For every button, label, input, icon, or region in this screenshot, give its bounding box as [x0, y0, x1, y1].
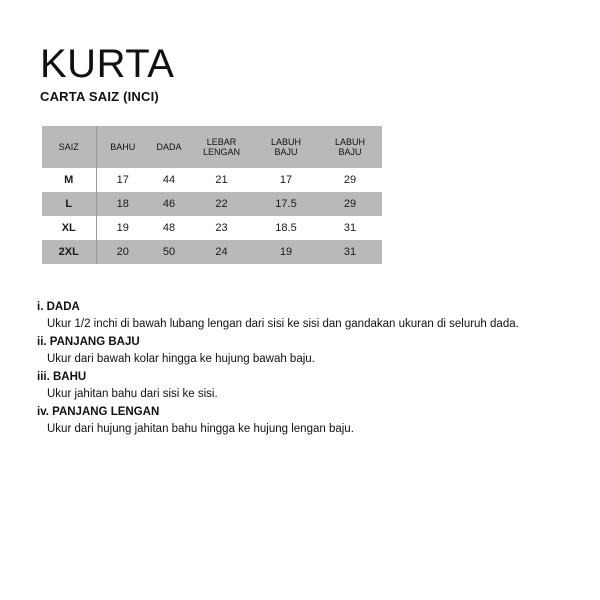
column-header-lebar-lengan: [189, 126, 254, 168]
column-header-saiz: [42, 126, 96, 168]
note-heading-bahu: iii. BAHU: [37, 371, 87, 383]
note-heading-panjang-baju: ii. PANJANG BAJU: [37, 336, 140, 348]
note-body-bahu: Ukur jahitan bahu dari sisi ke sisi.: [47, 388, 218, 400]
table-cell: 44: [162, 174, 176, 186]
table-cell: 50: [162, 246, 176, 258]
column-header-labuh-baju-1: [254, 126, 318, 168]
size-cell: 2XL: [42, 240, 96, 264]
table-cell: 21: [215, 174, 228, 186]
column-header-text: LABUH: [334, 137, 365, 147]
column-header-labuh-baju-2: [318, 126, 382, 168]
size-cell: XL: [42, 216, 96, 240]
table-cell: 17.5: [275, 198, 297, 210]
table-cell: 29: [343, 174, 357, 186]
note-body-panjang-baju: Ukur dari bawah kolar hingga ke hujung bawah baju.: [47, 353, 315, 365]
column-header-dada: [149, 126, 189, 168]
column-header-text: BAHU: [110, 142, 136, 152]
column-header-text: DADA: [156, 142, 182, 152]
table-cell: 18: [116, 198, 129, 210]
note-heading-dada: i. DADA: [37, 301, 80, 313]
note-heading-panjang-lengan: iv. PANJANG LENGAN: [37, 406, 160, 418]
table-row: [42, 192, 382, 216]
table-cell: 31: [343, 246, 357, 258]
table-header-row: [42, 126, 382, 168]
page-subtitle: CARTA SAIZ (INCI): [40, 89, 159, 104]
note-body-dada: Ukur 1/2 inchi di bawah lubang lengan dari sisi ke sisi dan gandakan ukuran di seluruh dada.: [47, 318, 519, 330]
table-cell: 46: [162, 198, 176, 210]
column-header-text: SAIZ: [58, 142, 79, 152]
column-header-bahu: [96, 126, 149, 168]
measurement-notes: [37, 299, 587, 439]
table-cell: 48: [162, 222, 176, 234]
table-cell: 24: [215, 246, 228, 258]
size-chart-table: [42, 126, 382, 264]
page-title: KURTA: [40, 42, 175, 86]
column-header-text: LENGAN: [202, 147, 240, 157]
table-cell: 17: [279, 174, 293, 186]
table-cell: 29: [343, 198, 357, 210]
table-cell: 23: [215, 222, 228, 234]
column-header-text: LEBAR: [206, 137, 237, 147]
column-header-text: LABUH: [270, 137, 301, 147]
table-row: [42, 216, 382, 240]
table-cell: 31: [343, 222, 357, 234]
table-row: [42, 240, 382, 264]
note-body-panjang-lengan: Ukur dari hujung jahitan bahu hingga ke hujung lengan baju.: [47, 423, 354, 435]
table-row: [42, 168, 382, 192]
table-cell: 19: [116, 222, 129, 234]
table-cell: 22: [215, 198, 228, 210]
size-cell: L: [42, 192, 96, 216]
table-cell: 18.5: [275, 222, 297, 234]
column-header-text: BAJU: [274, 147, 298, 157]
table-cell: 20: [116, 246, 129, 258]
table-cell: 19: [279, 246, 293, 258]
table-cell: 17: [116, 174, 129, 186]
size-cell: M: [42, 168, 96, 192]
column-header-text: BAJU: [338, 147, 362, 157]
